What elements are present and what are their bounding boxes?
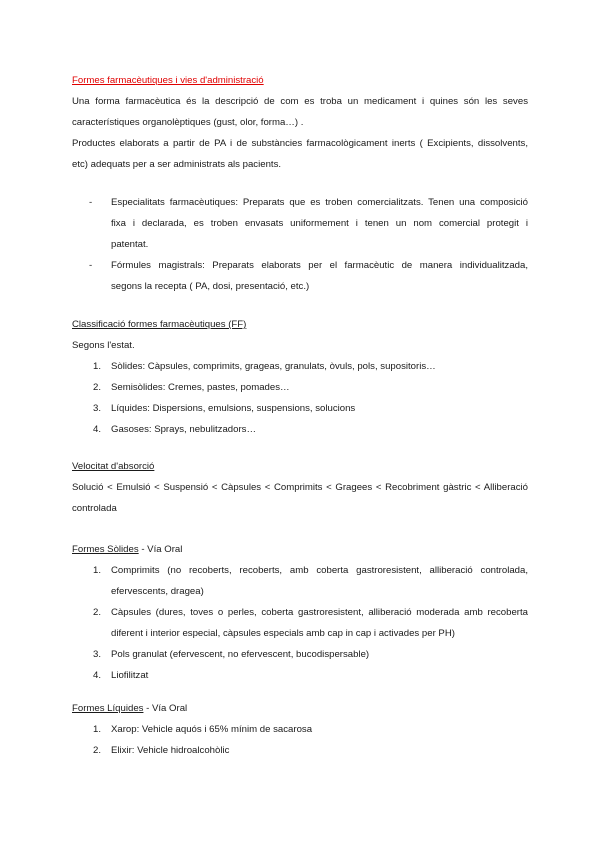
list-item (92, 560, 528, 602)
list-number: 4. (92, 670, 101, 681)
section-title-velocitat: Velocitat d'absorció (72, 461, 155, 472)
list-item (92, 377, 528, 398)
list-item (92, 644, 528, 665)
intro-line-2: característiques organolèptiques (gust, olor, forma…) . (72, 117, 304, 128)
list-item (92, 398, 528, 419)
list-item-text: efervescents, dragea) (111, 586, 204, 597)
list-number: 4. (92, 424, 101, 435)
list-item-text: diferent i interior especial, càpsules especials amb cap in cap i activades per PH) (111, 628, 455, 639)
liquides-title-suffix: - Vía Oral (143, 703, 188, 714)
list-number: 2. (92, 607, 101, 618)
list-item-text: Gasoses: Sprays, nebulitzadors… (111, 424, 257, 435)
list-item (92, 356, 528, 377)
liquides-title-underlined: Formes Líquides (72, 703, 144, 714)
bullet-text-line: patentat. (111, 239, 149, 250)
bullet-especialitats (89, 192, 528, 255)
solides-list (92, 560, 528, 686)
products-line-1: Productes elaborats a partir de PA i de substàncies farmacològicament inerts ( Excipients, dissolvents, (72, 138, 528, 149)
list-item (92, 602, 528, 644)
list-item (92, 419, 528, 440)
absorption-line-1: Solució < Emulsió < Suspensió < Càpsules < Comprimits < Gragees < Recobriment gàstric < Alliberació (72, 482, 528, 493)
section-title-liquides (72, 698, 528, 719)
bullet-list (89, 192, 528, 297)
list-number: 1. (92, 361, 101, 372)
list-number: 3. (92, 649, 101, 660)
liquides-list (92, 719, 528, 761)
classificacio-list (92, 356, 528, 440)
section-title-formes: Formes farmacèutiques i vies d'administració (72, 75, 264, 86)
list-item-text: Liofilitzat (111, 670, 149, 681)
list-item-text: Líquides: Dispersions, emulsions, suspensions, solucions (111, 403, 356, 414)
list-item-text: Càpsules (dures, toves o perles, coberta gastroresistent, alliberació moderada amb recoberta (111, 607, 528, 618)
list-item-text: Pols granulat (efervescent, no efervescent, bucodispersable) (111, 649, 370, 660)
list-item-text: Elixir: Vehicle hidroalcohòlic (111, 745, 230, 756)
section-title-classificacio: Classificació formes farmacèutiques (FF) (72, 319, 247, 330)
bullet-marker: - (89, 260, 93, 271)
list-item-text: Semisòlides: Cremes, pastes, pomades… (111, 382, 290, 393)
list-item (92, 719, 528, 740)
list-item (92, 740, 528, 761)
bullet-text-line: Fórmules magistrals: Preparats elaborats per el farmacèutic de manera individualitzada, (111, 260, 528, 271)
list-item-text: Xarop: Vehicle aquós i 65% mínim de sacarosa (111, 724, 313, 735)
bullet-text-line: Especialitats farmacèutiques: Preparats que es troben comercialitzats. Tenen una composició (111, 197, 528, 208)
solides-title-underlined: Formes Sòlides (72, 544, 139, 555)
list-number: 2. (92, 382, 101, 393)
list-number: 1. (92, 724, 101, 735)
solides-title-suffix: - Vía Oral (138, 544, 183, 555)
list-item-text: Sòlides: Càpsules, comprimits, grageas, granulats, òvuls, pols, supositoris… (111, 361, 436, 372)
list-item (92, 665, 528, 686)
list-item-text: Comprimits (no recoberts, recoberts, amb coberta gastroresistent, alliberació controlada, (111, 565, 528, 576)
list-number: 3. (92, 403, 101, 414)
section-title-solides (72, 539, 528, 560)
bullet-formules (89, 255, 528, 297)
bullet-marker: - (89, 197, 93, 208)
products-line-2: etc) adequats per a ser administrats als pacients. (72, 159, 282, 170)
classificacio-subtitle: Segons l'estat. (72, 340, 135, 351)
bullet-text-line: fixa i declarada, es troben envasats uniformement i tenen un nom comercial protegit i (111, 218, 528, 229)
intro-line-1: Una forma farmacèutica és la descripció de com es troba un medicament i quines són les seves (72, 96, 528, 107)
list-number: 1. (92, 565, 101, 576)
list-number: 2. (92, 745, 101, 756)
absorption-line-2: controlada (72, 503, 117, 514)
bullet-text-line: segons la recepta ( PA, dosi, presentació, etc.) (111, 281, 310, 292)
